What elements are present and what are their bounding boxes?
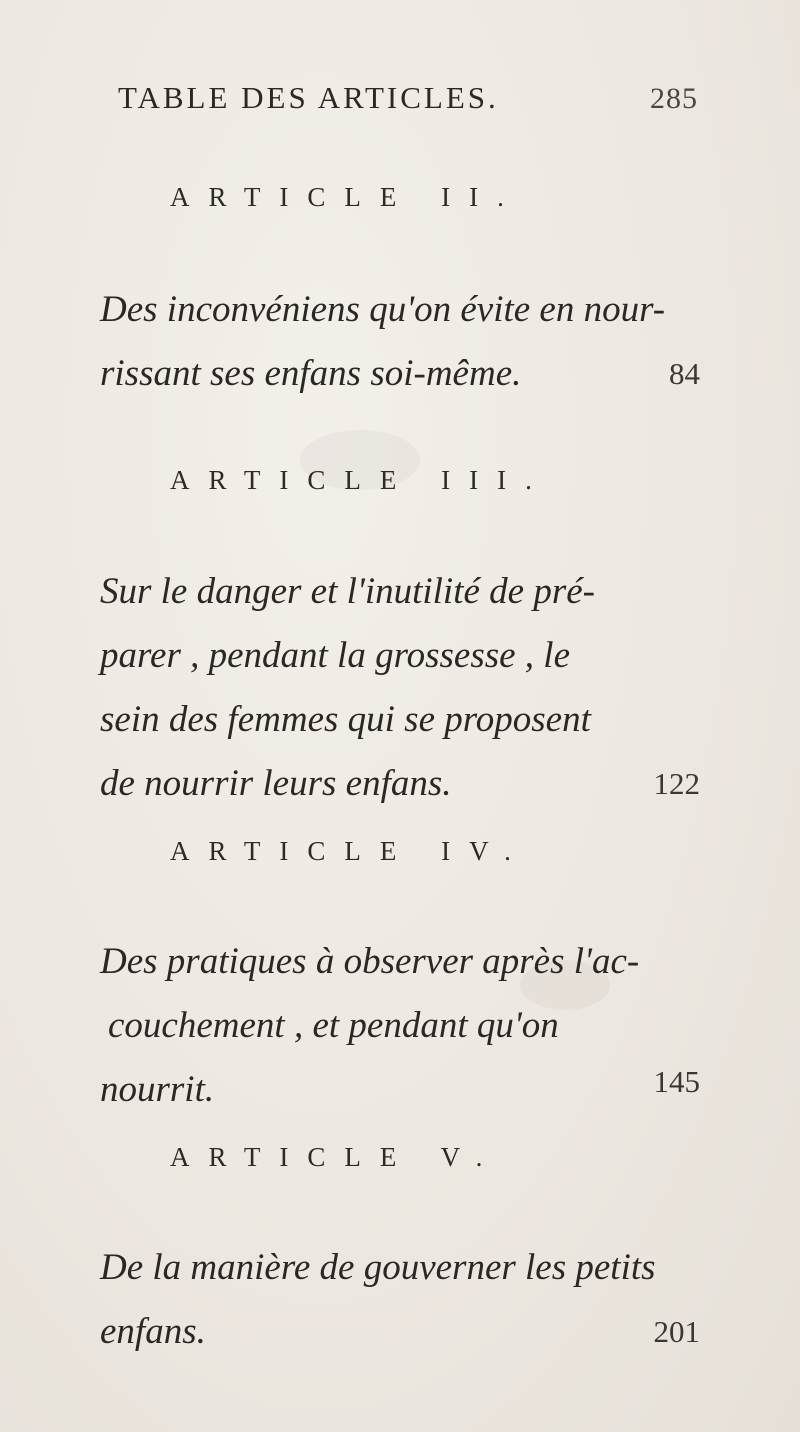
- entry-line: de nourrir leurs enfans.: [100, 763, 452, 804]
- article-heading: ARTICLE II.: [170, 182, 523, 212]
- entry-line: enfans.: [100, 1311, 206, 1352]
- page-reference: 201: [653, 1314, 700, 1349]
- article-heading: ARTICLE V.: [170, 1142, 502, 1172]
- article-heading: ARTICLE III.: [170, 465, 551, 495]
- article-heading: ARTICLE IV.: [170, 836, 530, 866]
- entry-line: nourrit.: [100, 1069, 215, 1110]
- entry-line: parer , pendant la grossesse , le: [100, 635, 570, 676]
- entry-line: Des inconvéniens qu'on évite en nour-: [100, 289, 666, 330]
- article-entry: [100, 560, 700, 816]
- running-head: [118, 80, 698, 120]
- entry-line: rissant ses enfans soi-même.: [100, 353, 522, 394]
- article-entry: [100, 278, 700, 406]
- article-entry: [100, 1236, 700, 1364]
- running-head-title: TABLE DES ARTICLES.: [118, 80, 499, 115]
- article-entry: [100, 930, 700, 1122]
- entry-line: De la manière de gouverner les petits: [100, 1247, 656, 1288]
- entry-line: Sur le danger et l'inutilité de pré-: [100, 571, 595, 612]
- page-reference: 145: [653, 1064, 700, 1099]
- entry-line: Des pratiques à observer après l'ac-: [100, 941, 640, 982]
- entry-line: sein des femmes qui se proposent: [100, 699, 591, 740]
- page-reference: 122: [653, 766, 700, 801]
- page-number: 285: [650, 82, 698, 115]
- page-reference: 84: [669, 356, 700, 391]
- entry-line: couchement , et pendant qu'on: [108, 1005, 559, 1046]
